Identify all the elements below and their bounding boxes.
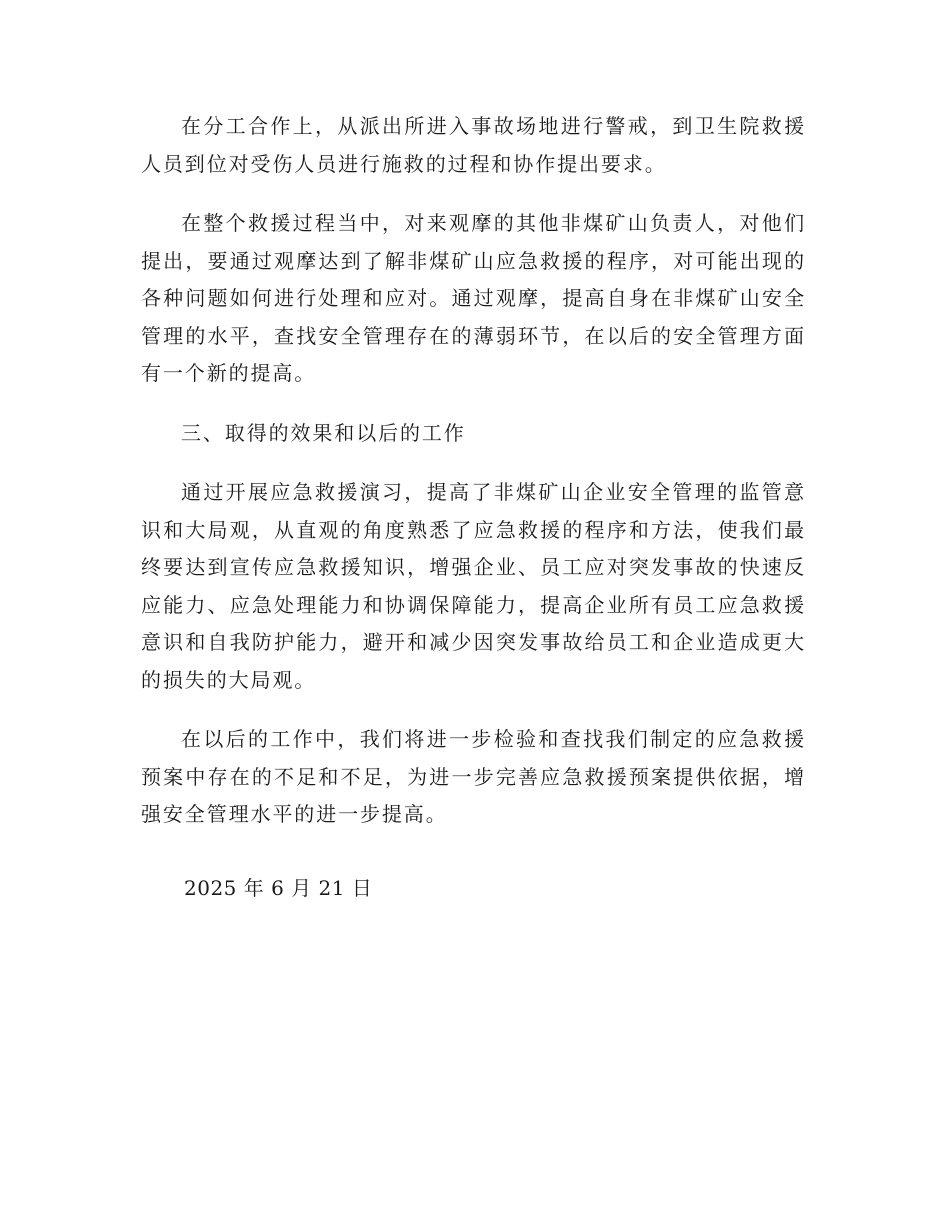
document-body (141, 108, 806, 856)
paragraph-observation: 在整个救援过程当中，对来观摩的其他非煤矿山负责人，对他们提出，要通过观摩达到了解非煤矿山应急救援的程序，对可能出现的各种问题如何进行处理和应对。通过观摩，提高自身在非煤矿山安全管理的水平，查找安全管理存在的薄弱环节，在以后的安全管理方面有一个新的提高。 (141, 211, 806, 385)
paragraph-future-work: 在以后的工作中，我们将进一步检验和查找我们制定的应急救援预案中存在的不足和不足，为进一步完善应急救援预案提供依据，增强安全管理水平的进一步提高。 (141, 727, 806, 826)
paragraph-cooperation: 在分工合作上，从派出所进入事故场地进行警戒，到卫生院救援人员到位对受伤人员进行施救的过程和协作提出要求。 (141, 114, 806, 176)
section-heading-results: 三、取得的效果和以后的工作 (181, 420, 466, 445)
document-date: 2025 年 6 月 21 日 (184, 876, 373, 900)
paragraph-results: 通过开展应急救援演习，提高了非煤矿山企业安全管理的监管意识和大局观，从直观的角度熟悉了应急救援的程序和方法，使我们最终要达到宣传应急救援知识，增强企业、员工应对突发事故的快速反应能力、应急处理能力和协调保障能力，提高企业所有员工应急救援意识和自我防护能力，避开和减少因突发事故给员工和企业造成更大的损失的大局观。 (141, 480, 806, 692)
